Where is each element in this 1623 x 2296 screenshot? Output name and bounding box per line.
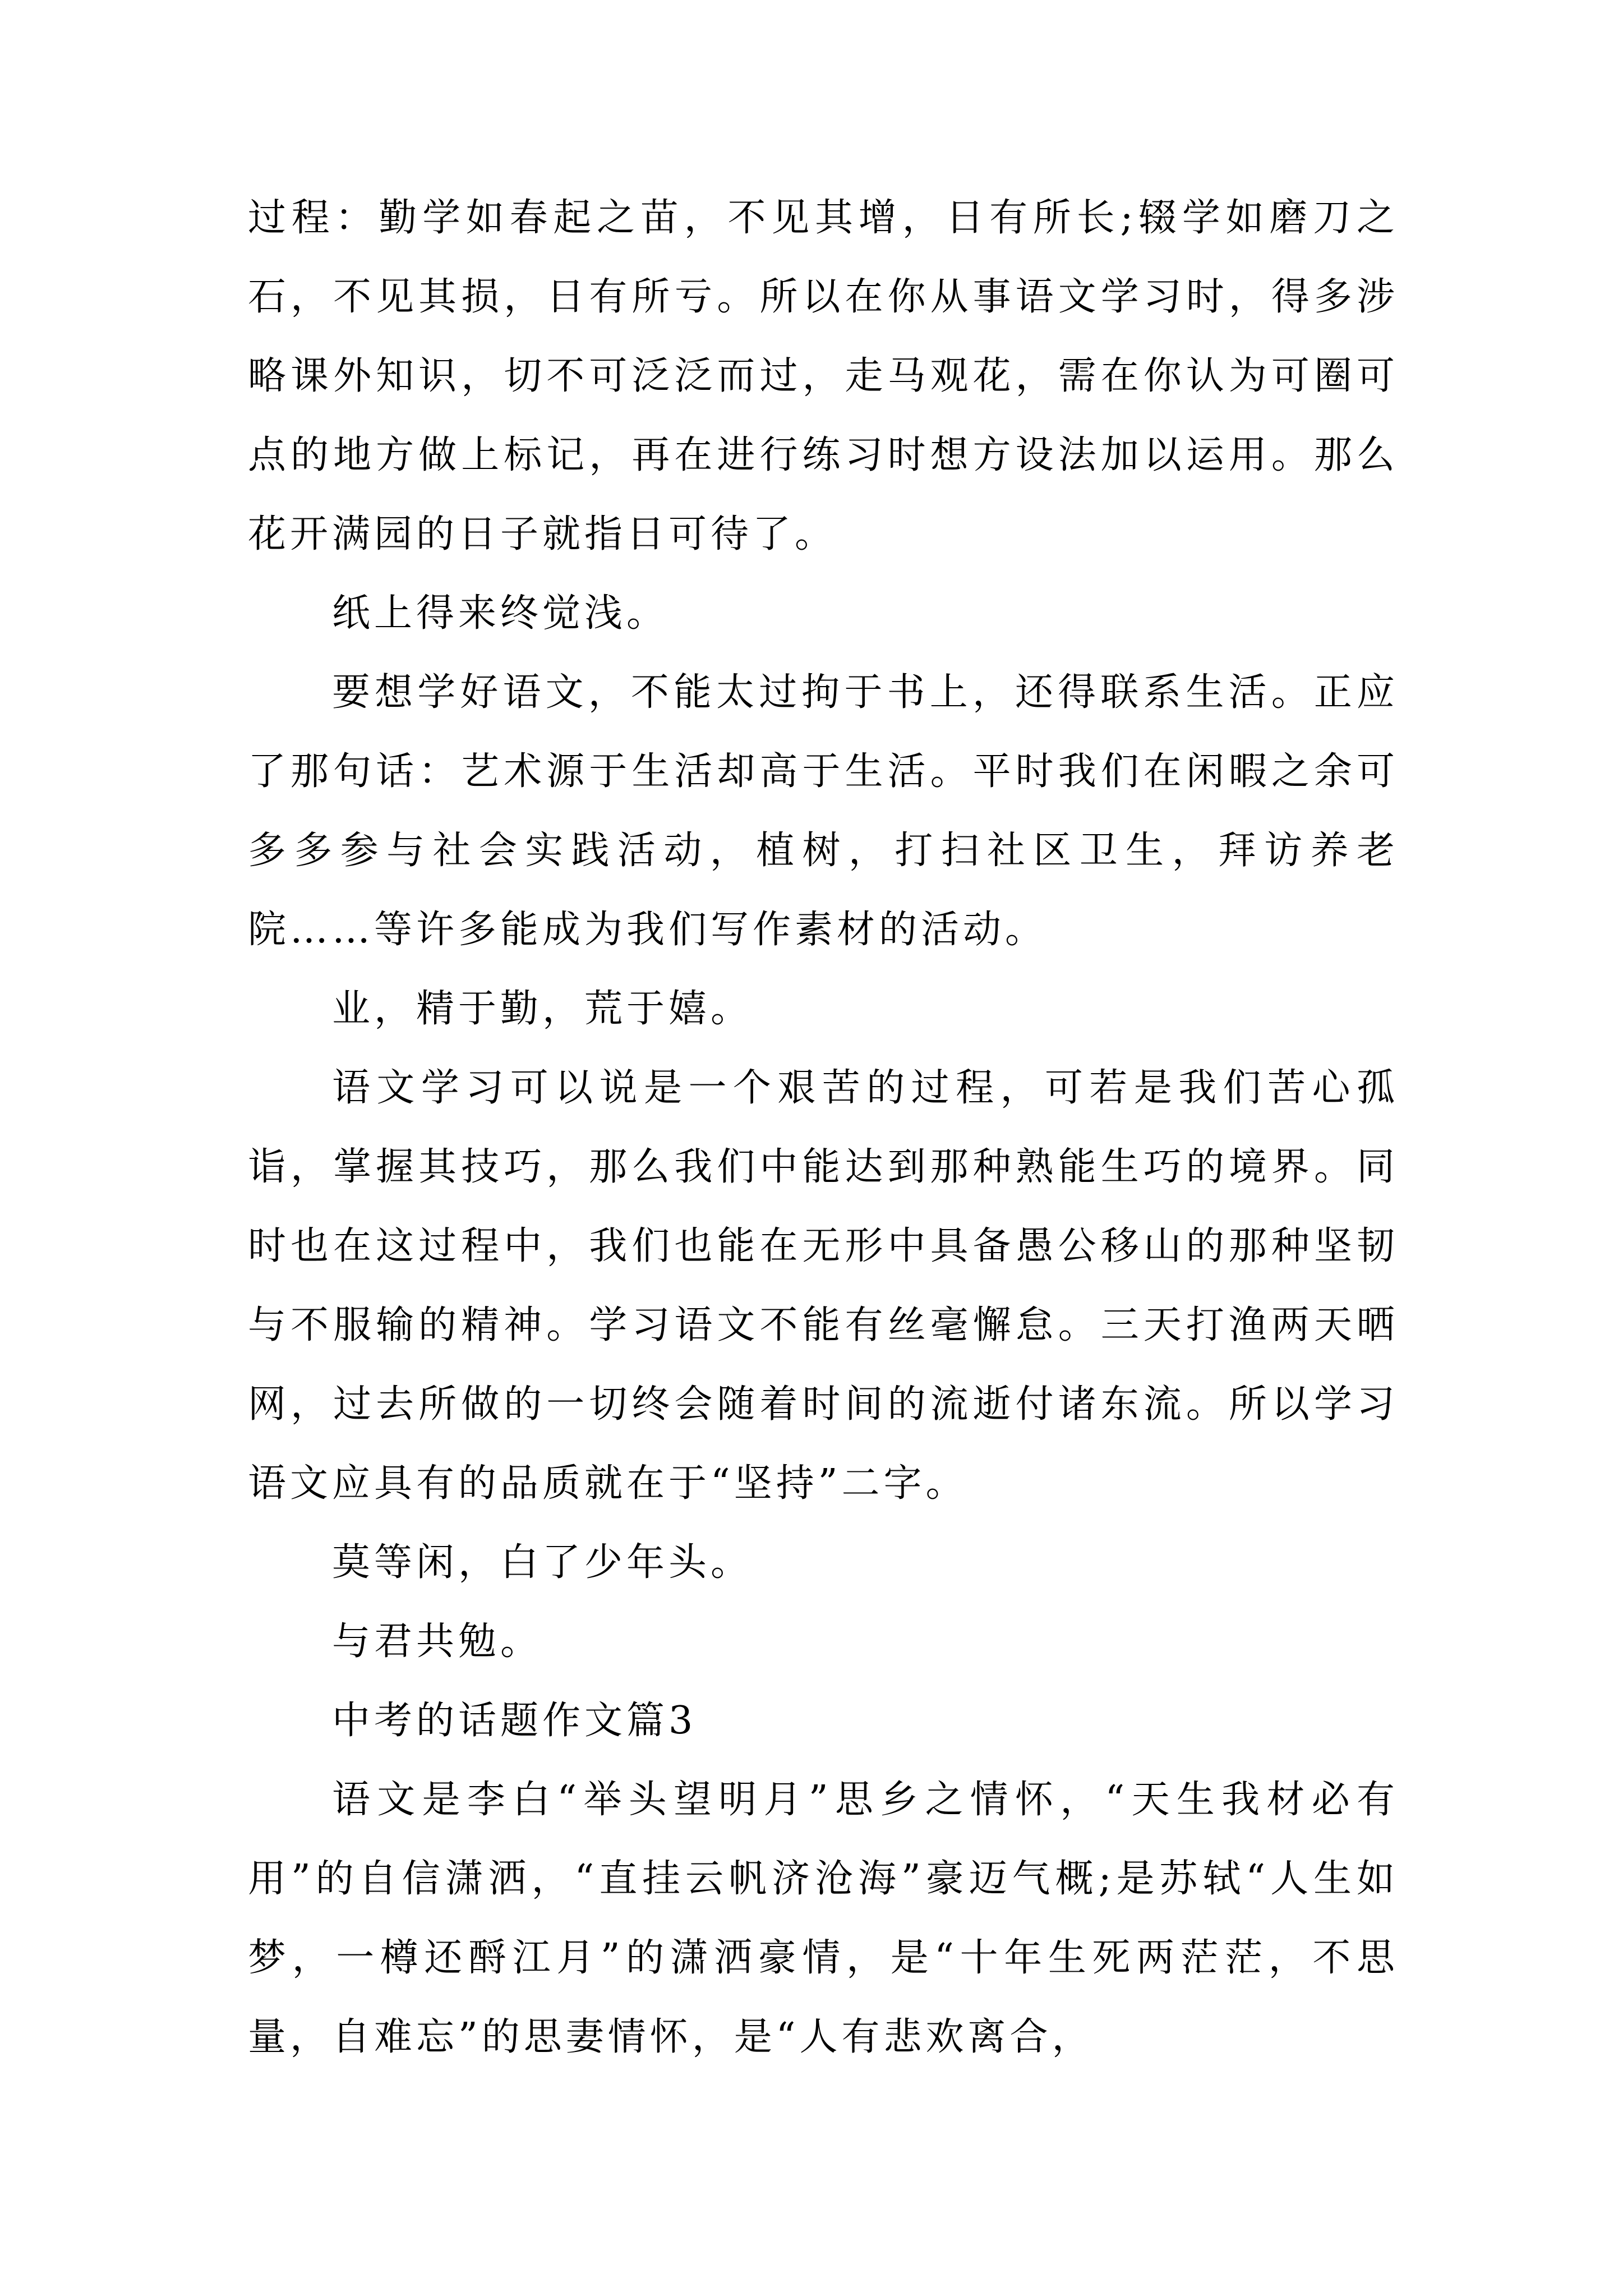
paragraph-life: 要想学好语文，不能太过拘于书上，还得联系生活。正应了那句话：艺术源于生活却高于生活。平时我们在闲暇之余可多多参与社会实践活动，植树，打扫社区卫生，拜访养老院……等许多能成为我们写作素材的活动。: [248, 670, 1399, 952]
document-body: [248, 178, 1399, 2077]
paragraph-continuation: 过程：勤学如春起之苗，不见其增，日有所长;辍学如磨刀之石，不见其损，日有所亏。所以在你从事语文学习时，得多涉略课外知识，切不可泛泛而过，走马观花，需在你认为可圈可点的地方做上标记，再在进行练习时想方设法加以运用。那么花开满园的日子就指日可待了。: [248, 196, 1399, 556]
paragraph-quote-paper: 纸上得来终觉浅。: [332, 591, 669, 636]
paragraph-persistence: 语文学习可以说是一个艰苦的过程，可若是我们苦心孤诣，掌握其技巧，那么我们中能达到那种熟能生巧的境界。同时也在这过程中，我们也能在无形中具备愚公移山的那种坚韧与不服输的精神。学习语文不能有丝毫懈怠。三天打渔两天晒网，过去所做的一切终会随着时间的流逝付诸东流。所以学习语文应具有的品质就在于“坚持”二字。: [248, 1066, 1399, 1506]
paragraph-essay-3: 语文是李白“举头望明月”思乡之情怀，“天生我材必有用”的自信潇洒，“直挂云帆济沧海”豪迈气概;是苏轼“人生如梦，一樽还酹江月”的潇洒豪情，是“十年生死两茫茫，不思量，自难忘”的思妻情怀，是“人有悲欢离合，: [248, 1778, 1399, 2059]
paragraph-quote-youth: 莫等闲，白了少年头。: [332, 1540, 753, 1585]
paragraph-quote-diligence: 业，精于勤，荒于嬉。: [332, 987, 753, 1031]
section-heading: 中考的话题作文篇3: [332, 1699, 697, 1743]
paragraph-encouragement: 与君共勉。: [332, 1619, 543, 1664]
